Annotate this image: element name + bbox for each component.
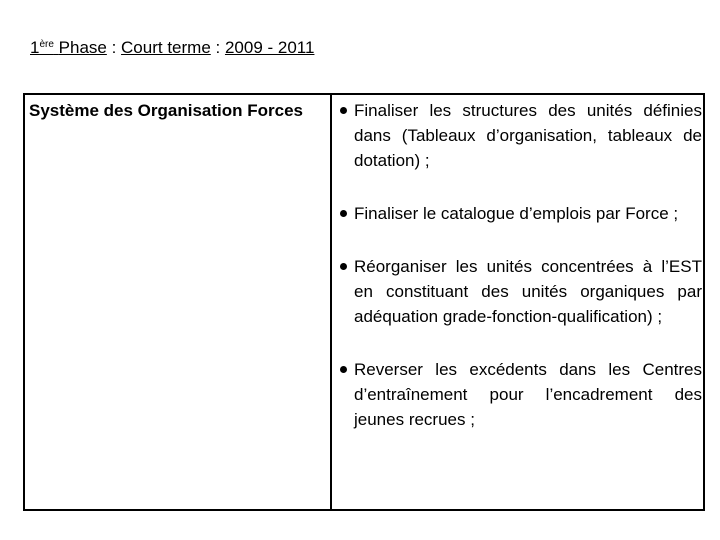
list-item [336, 98, 702, 173]
bullet-icon [340, 107, 347, 114]
phase-heading [30, 38, 314, 58]
phase-number: 1ère Phase [30, 38, 107, 57]
list-item [336, 357, 702, 432]
heading-separator: : [210, 38, 225, 57]
list-item-text: Finaliser le catalogue d’emplois par Force ; [354, 204, 679, 223]
phase-years: 2009 - 2011 [224, 38, 315, 57]
phase-word: Phase [58, 38, 107, 57]
table-left-cell: Système des Organisation Forces [29, 101, 303, 120]
list-item-text: Finaliser les structures des unités définies dans (Tableaux d’organisation, tableaux de dotation) ; [354, 101, 702, 170]
bullet-icon [340, 366, 347, 373]
column-divider [330, 95, 332, 509]
list-item [336, 201, 702, 226]
phase-term: Court terme [121, 38, 211, 57]
list-item-text: Réorganiser les unités concentrées à l’EST en constituant des unités organiques par adéquation grade-fonction-qualification) ; [354, 257, 702, 326]
list-item-text: Reverser les excédents dans les Centres d’entraînement pour l’encadrement des jeunes recrues ; [354, 360, 702, 429]
list-item [336, 254, 702, 329]
content-table [23, 93, 705, 511]
heading-separator: : [106, 38, 122, 57]
bullet-icon [340, 263, 347, 270]
phase-number-superscript: ère [39, 39, 54, 50]
table-right-cell [336, 98, 702, 432]
bullet-icon [340, 210, 347, 217]
